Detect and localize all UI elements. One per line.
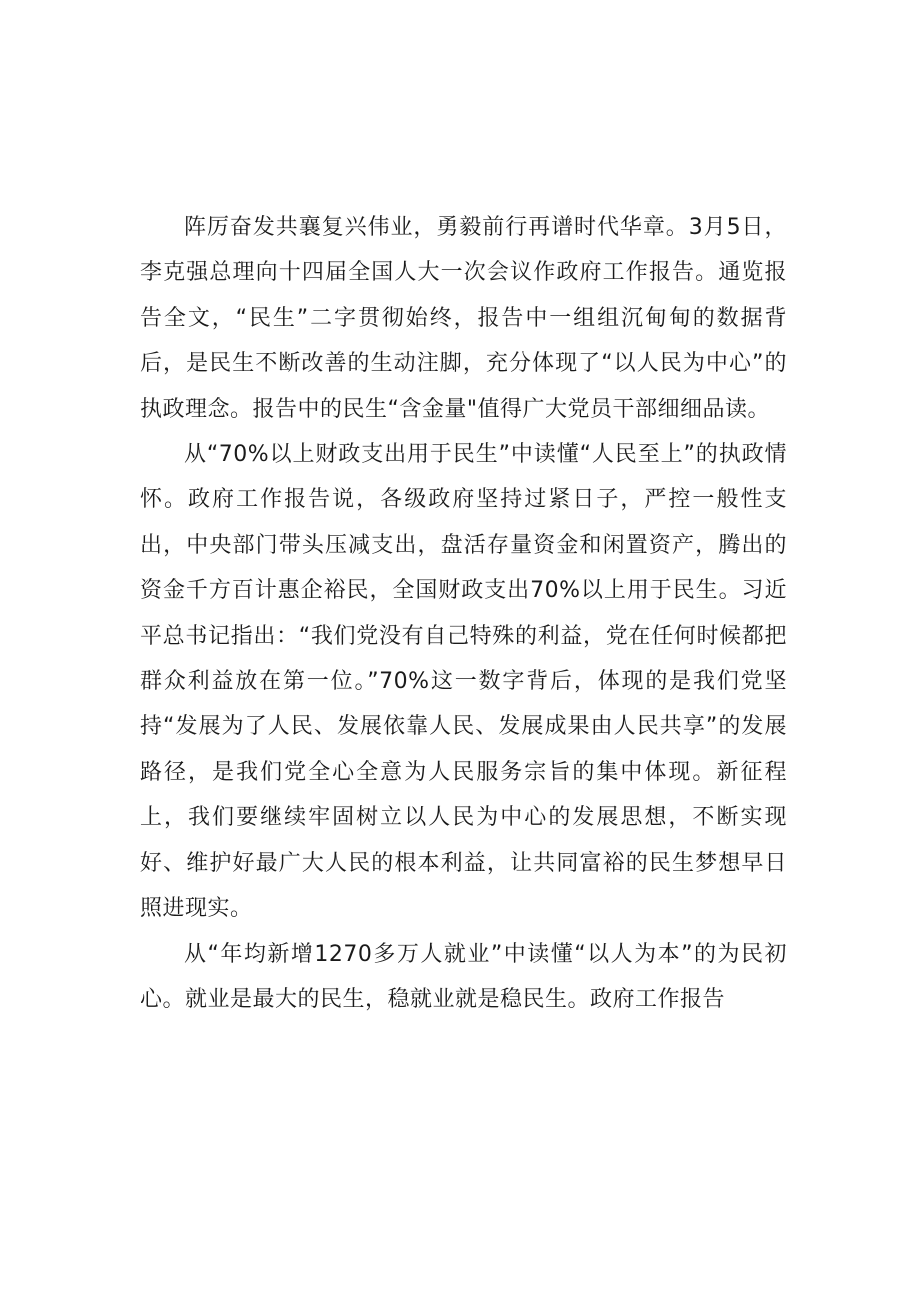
paragraph-1: 阵厉奋发共襄复兴伟业，勇毅前行再谱时代华章。3月5日，李克强总理向十四届全国人大一次会议作政府工作报告。通览报告全文，“民生”二字贯彻始终，报告中一组组沉甸甸的数据背后，是民生不断改善的生动注脚，充分体现了“以人民为中心”的执政理念。报告中的民生“含金量"值得广大党员干部细细品读。: [140, 215, 787, 422]
document-body: [140, 205, 787, 1022]
paragraph-3: 从“年均新增1270多万人就业”中读懂“以人为本”的为民初心。就业是最大的民生，稳就业就是稳民生。政府工作报告: [140, 941, 787, 1012]
paragraph-2: 从“70%以上财政支出用于民生”中读懂“人民至上”的执政情怀。政府工作报告说，各级政府坚持过紧日子，严控一般性支出，中央部门带头压减支出，盘活存量资金和闲置资产，腾出的资金千方百计惠企裕民，全国财政支出70%以上用于民生。习近平总书记指出：“我们党没有自己特殊的利益，党在任何时候都把群众利益放在第一位。”70%这一数字背后，体现的是我们党坚持“发展为了人民、发展依靠人民、发展成果由人民共享”的发展路径，是我们党全心全意为人民服务宗旨的集中体现。新征程上，我们要继续牢固树立以人民为中心的发展思想，不断实现好、维护好最广大人民的根本利益，让共同富裕的民生梦想早日照进现实。: [140, 442, 787, 922]
